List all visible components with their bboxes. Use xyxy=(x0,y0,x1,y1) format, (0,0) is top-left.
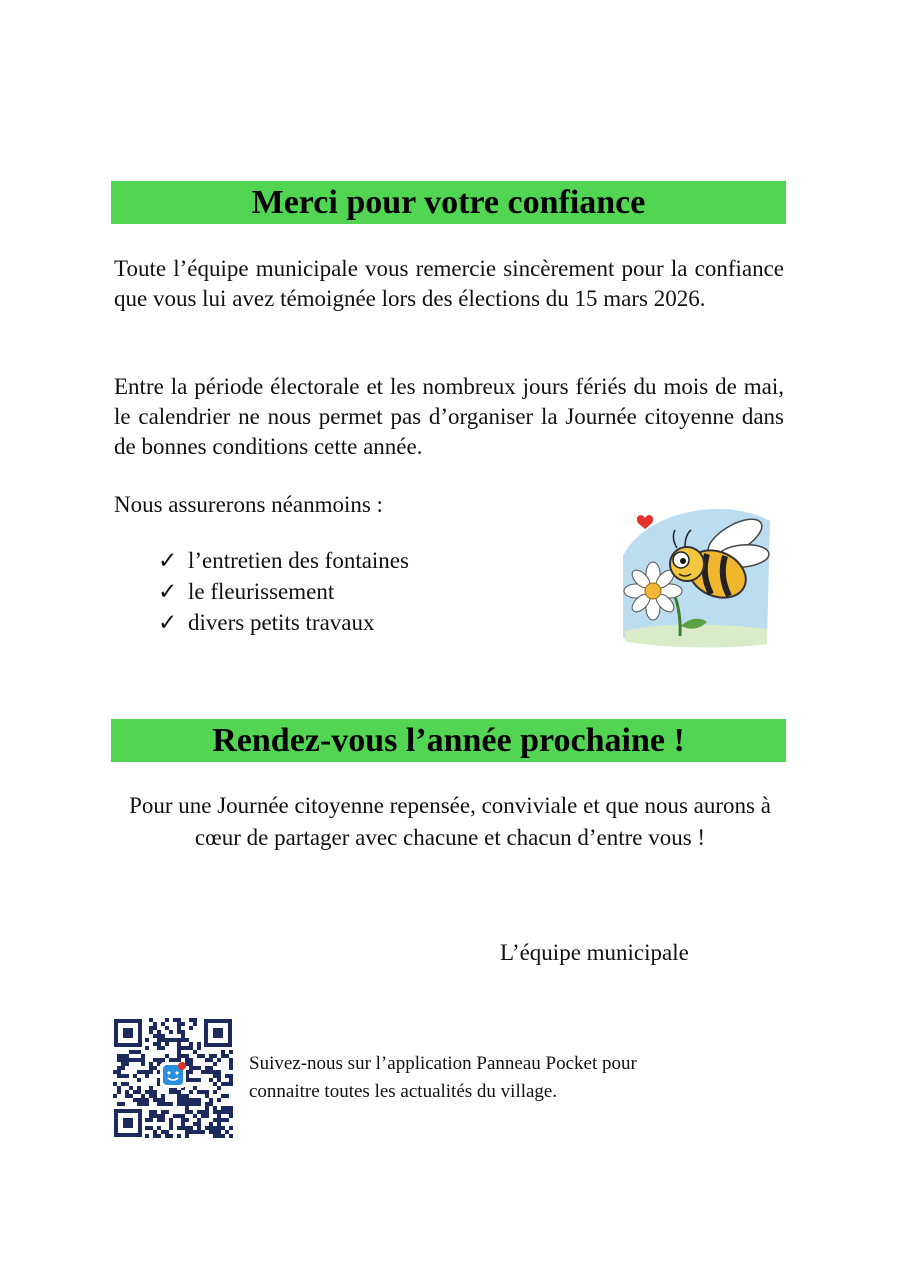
calendar-paragraph: Entre la période électorale et les nombreux jours fériés du mois de mai, le calendrier ne nous permet pas d’organiser la Journée citoyenne dans de bonnes conditions cette année. xyxy=(114,374,784,459)
section-title-thanks: Merci pour votre confiance xyxy=(111,181,786,224)
bee-illustration xyxy=(615,496,775,656)
task-label: l’entretien des fontaines xyxy=(188,548,409,573)
task-item xyxy=(158,545,409,576)
task-checklist xyxy=(158,545,409,638)
follow-line: connaitre toutes les actualités du village. xyxy=(249,1081,558,1102)
signature: L’équipe municipale xyxy=(500,940,689,965)
task-item xyxy=(158,576,409,607)
task-label: le fleurissement xyxy=(188,579,335,604)
closing-paragraph: Pour une Journée citoyenne repensée, conviviale et que nous aurons à cœur de partager avec chacune et chacun d’entre vous ! xyxy=(129,793,771,850)
check-icon: ✓ xyxy=(158,548,178,573)
assurances-intro: Nous assurerons néanmoins : xyxy=(114,492,383,517)
follow-panneau-pocket xyxy=(249,1050,749,1106)
check-icon: ✓ xyxy=(158,610,178,635)
qr-code[interactable] xyxy=(113,1018,233,1138)
section-title-next-year: Rendez-vous l’année prochaine ! xyxy=(111,719,786,762)
task-label: divers petits travaux xyxy=(188,610,375,635)
task-item xyxy=(158,607,409,638)
thanks-paragraph: Toute l’équipe municipale vous remercie sincèrement pour la confiance que vous lui avez témoignée lors des élections du 15 mars 2026. xyxy=(114,256,784,311)
check-icon: ✓ xyxy=(158,579,178,604)
follow-line: Suivez-nous sur l’application Panneau Pocket pour xyxy=(249,1053,637,1074)
